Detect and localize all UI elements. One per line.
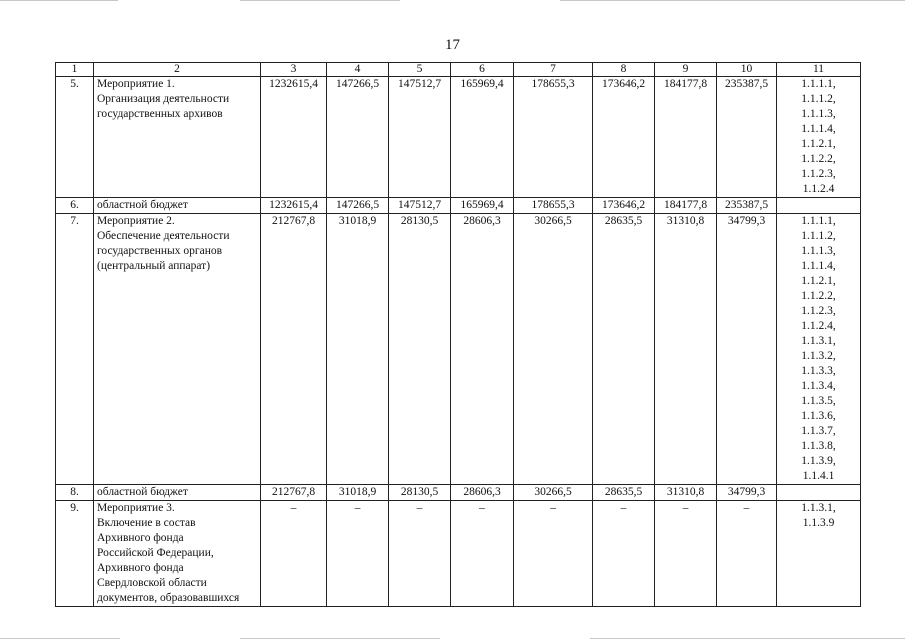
measure-name-line: Мероприятие 2. (97, 215, 175, 227)
amount-cell: 31310,8 (655, 214, 717, 485)
header-cell: 10 (717, 63, 777, 77)
target-indicator-code: 1.1.2.3, (801, 305, 836, 317)
measure-name-line: Российской Федерации, (97, 547, 214, 559)
amount-cell: 184177,8 (655, 198, 717, 214)
target-indicator-code: 1.1.1.1, (801, 78, 836, 90)
amount-cell: 30266,5 (514, 214, 593, 485)
measure-name-line: Обеспечение деятельности (97, 230, 230, 242)
measure-name-line: государственных архивов (97, 108, 223, 120)
measure-name-cell (94, 501, 261, 607)
header-cell: 6 (451, 63, 514, 77)
amount-cell: 235387,5 (717, 77, 777, 198)
target-indicator-code: 1.1.3.5, (801, 395, 836, 407)
table-header-row (56, 63, 861, 77)
program-table (55, 62, 861, 607)
scan-edge-bottom-left (0, 638, 120, 639)
measure-name-line: Архивного фонда (97, 532, 184, 544)
target-indicator-code: 1.1.3.8, (801, 440, 836, 452)
header-cell: 8 (593, 63, 655, 77)
amount-cell: 1232615,4 (261, 77, 327, 198)
target-indicator-code: 1.1.1.4, (801, 123, 836, 135)
row-number-cell: 6. (56, 198, 94, 214)
amount-cell: 147266,5 (327, 198, 389, 214)
header-cell: 2 (94, 63, 261, 77)
measure-name-line: государственных органов (97, 245, 223, 257)
target-indicator-code: 1.1.2.1, (801, 275, 836, 287)
amount-cell: 184177,8 (655, 77, 717, 198)
scan-edge-top-right (560, 0, 905, 1)
row-number-cell: 9. (56, 501, 94, 607)
target-indicator-code: 1.1.1.4, (801, 260, 836, 272)
table-row (56, 214, 861, 485)
amount-cell: – (261, 501, 327, 607)
measure-name-line: Архивного фонда (97, 562, 184, 574)
amount-cell: 28130,5 (389, 214, 451, 485)
amount-cell: 31018,9 (327, 485, 389, 501)
measure-name-cell (94, 198, 261, 214)
measure-name-cell (94, 485, 261, 501)
target-indicator-code: 1.1.1.2, (801, 230, 836, 242)
amount-cell: 212767,8 (261, 214, 327, 485)
header-cell: 1 (56, 63, 94, 77)
measure-name-cell (94, 77, 261, 198)
target-indicators-cell (777, 485, 861, 501)
amount-cell: 178655,3 (514, 198, 593, 214)
amount-cell: 212767,8 (261, 485, 327, 501)
target-indicators-cell (777, 198, 861, 214)
amount-cell: 28635,5 (593, 485, 655, 501)
amount-cell: 173646,2 (593, 198, 655, 214)
target-indicator-code: 1.1.3.2, (801, 350, 836, 362)
scan-edge-bottom-right (590, 638, 905, 639)
target-indicator-code: 1.1.2.4 (802, 183, 835, 195)
table-row (56, 77, 861, 198)
target-indicator-code: 1.1.1.2, (801, 93, 836, 105)
measure-name-cell (94, 214, 261, 485)
row-number-cell: 5. (56, 77, 94, 198)
measure-name-line: Свердловской области (97, 577, 207, 589)
table-row (56, 485, 861, 501)
target-indicator-code: 1.1.2.3, (801, 168, 836, 180)
amount-cell: 28635,5 (593, 214, 655, 485)
header-cell: 3 (261, 63, 327, 77)
amount-cell: – (451, 501, 514, 607)
target-indicator-code: 1.1.4.1 (802, 470, 835, 482)
amount-cell: 28606,3 (451, 214, 514, 485)
measure-name-line: Мероприятие 3. (97, 502, 175, 514)
scan-edge-top-mid (240, 0, 400, 1)
amount-cell: – (655, 501, 717, 607)
row-number-cell: 8. (56, 485, 94, 501)
amount-cell: – (717, 501, 777, 607)
header-cell: 4 (327, 63, 389, 77)
amount-cell: 30266,5 (514, 485, 593, 501)
target-indicator-code: 1.1.3.3, (801, 365, 836, 377)
table-row (56, 198, 861, 214)
target-indicators-cell (777, 214, 861, 485)
amount-cell: 28130,5 (389, 485, 451, 501)
amount-cell: 178655,3 (514, 77, 593, 198)
amount-cell: 147512,7 (389, 198, 451, 214)
amount-cell: – (389, 501, 451, 607)
measure-name-line: Организация деятельности (97, 93, 230, 105)
amount-cell: 173646,2 (593, 77, 655, 198)
target-indicator-code: 1.1.3.7, (801, 425, 836, 437)
measure-name-line: Включение в состав (97, 517, 196, 529)
page-number: 17 (445, 37, 460, 53)
amount-cell: – (593, 501, 655, 607)
amount-cell: 235387,5 (717, 198, 777, 214)
amount-cell: – (514, 501, 593, 607)
header-cell: 7 (514, 63, 593, 77)
header-cell: 9 (655, 63, 717, 77)
target-indicator-code: 1.1.3.6, (801, 410, 836, 422)
measure-name-line: документов, образовавшихся (97, 592, 240, 604)
amount-cell: 147266,5 (327, 77, 389, 198)
measure-name-line: областной бюджет (97, 486, 188, 498)
amount-cell: 28606,3 (451, 485, 514, 501)
target-indicator-code: 1.1.3.1, (801, 502, 836, 514)
measure-name-line: (центральный аппарат) (97, 260, 211, 272)
target-indicator-code: 1.1.3.4, (801, 380, 836, 392)
amount-cell: 31018,9 (327, 214, 389, 485)
target-indicator-code: 1.1.3.9 (802, 517, 835, 529)
target-indicator-code: 1.1.2.2, (801, 153, 836, 165)
scan-edge-bottom-mid (240, 638, 440, 639)
amount-cell: 34799,3 (717, 214, 777, 485)
target-indicator-code: 1.1.3.9, (801, 455, 836, 467)
amount-cell: 165969,4 (451, 198, 514, 214)
target-indicator-code: 1.1.1.3, (801, 108, 836, 120)
target-indicator-code: 1.1.2.4, (801, 320, 836, 332)
target-indicator-code: 1.1.1.3, (801, 245, 836, 257)
amount-cell: 1232615,4 (261, 198, 327, 214)
measure-name-line: областной бюджет (97, 199, 188, 211)
header-cell: 5 (389, 63, 451, 77)
target-indicators-cell (777, 77, 861, 198)
target-indicator-code: 1.1.3.1, (801, 335, 836, 347)
row-number-cell: 7. (56, 214, 94, 485)
amount-cell: 165969,4 (451, 77, 514, 198)
target-indicator-code: 1.1.1.1, (801, 215, 836, 227)
measure-name-line: Мероприятие 1. (97, 78, 175, 90)
header-cell: 11 (777, 63, 861, 77)
target-indicators-cell (777, 501, 861, 607)
amount-cell: 147512,7 (389, 77, 451, 198)
amount-cell: 31310,8 (655, 485, 717, 501)
table-row (56, 501, 861, 607)
amount-cell: – (327, 501, 389, 607)
amount-cell: 34799,3 (717, 485, 777, 501)
scan-edge-top-left (0, 0, 118, 1)
target-indicator-code: 1.1.2.1, (801, 138, 836, 150)
target-indicator-code: 1.1.2.2, (801, 290, 836, 302)
